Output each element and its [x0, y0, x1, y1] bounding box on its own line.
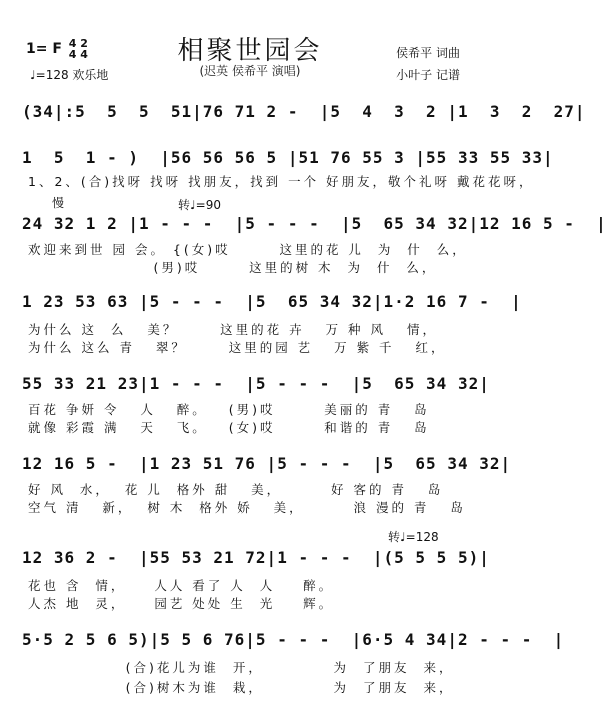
- lyrics-line-4b: 为什么 这么 青 翠？ 这里的园 艺 万 紫 千 红，: [28, 340, 447, 355]
- credits-transcriber: 小叶子 记谱: [396, 68, 460, 82]
- lyrics-line-8b: (合)树木为谁 栽， 为 了朋友 来，: [28, 680, 455, 695]
- notation-line-4: 1 23 53 63 |5 - - - |5 65 34 32|1·2 16 7 - |: [22, 292, 522, 311]
- song-title: 相聚世园会: [177, 36, 323, 66]
- tempo-slow-mark: 慢: [52, 196, 65, 210]
- time-signature-bottom: 4 4: [68, 48, 88, 61]
- lyrics-line-2: 1、2、(合)找呀 找呀 找朋友，找到 一个 好朋友，敬个礼呀 戴花花呀，: [28, 174, 535, 189]
- notation-line-7: 12 36 2 - |55 53 21 72|1 - - - |(5 5 5 5)|: [22, 548, 490, 567]
- notation-line-6: 12 16 5 - |1 23 51 76 |5 - - - |5 65 34 32|: [22, 454, 512, 473]
- key-signature: [26, 38, 88, 60]
- lyrics-line-8a: (合)花儿为谁 开， 为 了朋友 来，: [28, 660, 455, 675]
- lyrics-line-5a: 百花 争妍 令 人 醉。 (男)哎 美丽的 青 岛: [28, 402, 430, 417]
- lyrics-line-7a: 花也 含 情， 人人 看了 人 人 醉。: [28, 578, 335, 593]
- lyrics-line-7b: 人杰 地 灵， 园艺 处处 生 光 辉。: [28, 596, 335, 611]
- tempo-change-90: 转♩=90: [178, 198, 221, 212]
- credits-composer: 侯希平 词曲: [396, 46, 460, 60]
- song-subtitle: (迟英 侯希平 演唱): [199, 64, 301, 78]
- tempo-marking: ♩=128 欢乐地: [30, 68, 109, 82]
- lyrics-line-3a: 欢迎来到世 园 会。 {(女)哎 这里的花 儿 为 什 么，: [28, 242, 468, 257]
- notation-line-1: (34|:5 5 5 51|76 71 2 - |5 4 3 2 |1 3 2 27|: [22, 102, 586, 121]
- notation-line-2: 1 5 1 - ) |56 56 56 5 |51 76 55 3 |55 33 55 33|: [22, 148, 554, 167]
- lyrics-line-4a: 为什么 这 么 美？ 这里的花 卉 万 种 风 情，: [28, 322, 438, 337]
- lyrics-line-6a: 好 风 水， 花 儿 格外 甜 美， 好 客的 青 岛: [28, 482, 444, 497]
- time-signature: [69, 38, 88, 60]
- tempo-change-128: 转♩=128: [388, 530, 439, 544]
- key-label: 1= F: [26, 41, 62, 57]
- lyrics-line-3b: (男)哎 这里的树 木 为 什 么，: [28, 260, 438, 275]
- notation-line-5: 55 33 21 23|1 - - - |5 - - - |5 65 34 32|: [22, 374, 490, 393]
- notation-line-3: 24 32 1 2 |1 - - - |5 - - - |5 65 34 32|12 16 5 - |: [22, 214, 607, 233]
- lyrics-line-6b: 空气 清 新， 树 木 格外 娇 美， 浪 漫的 青 岛: [28, 500, 466, 515]
- time-signature-top: 4 2: [68, 37, 88, 50]
- lyrics-line-5b: 就像 彩霞 满 天 飞。 (女)哎 和谐的 青 岛: [28, 420, 430, 435]
- notation-line-8: 5·5 2 5 6 5)|5 5 6 76|5 - - - |6·5 4 34|2 - - - |: [22, 630, 565, 649]
